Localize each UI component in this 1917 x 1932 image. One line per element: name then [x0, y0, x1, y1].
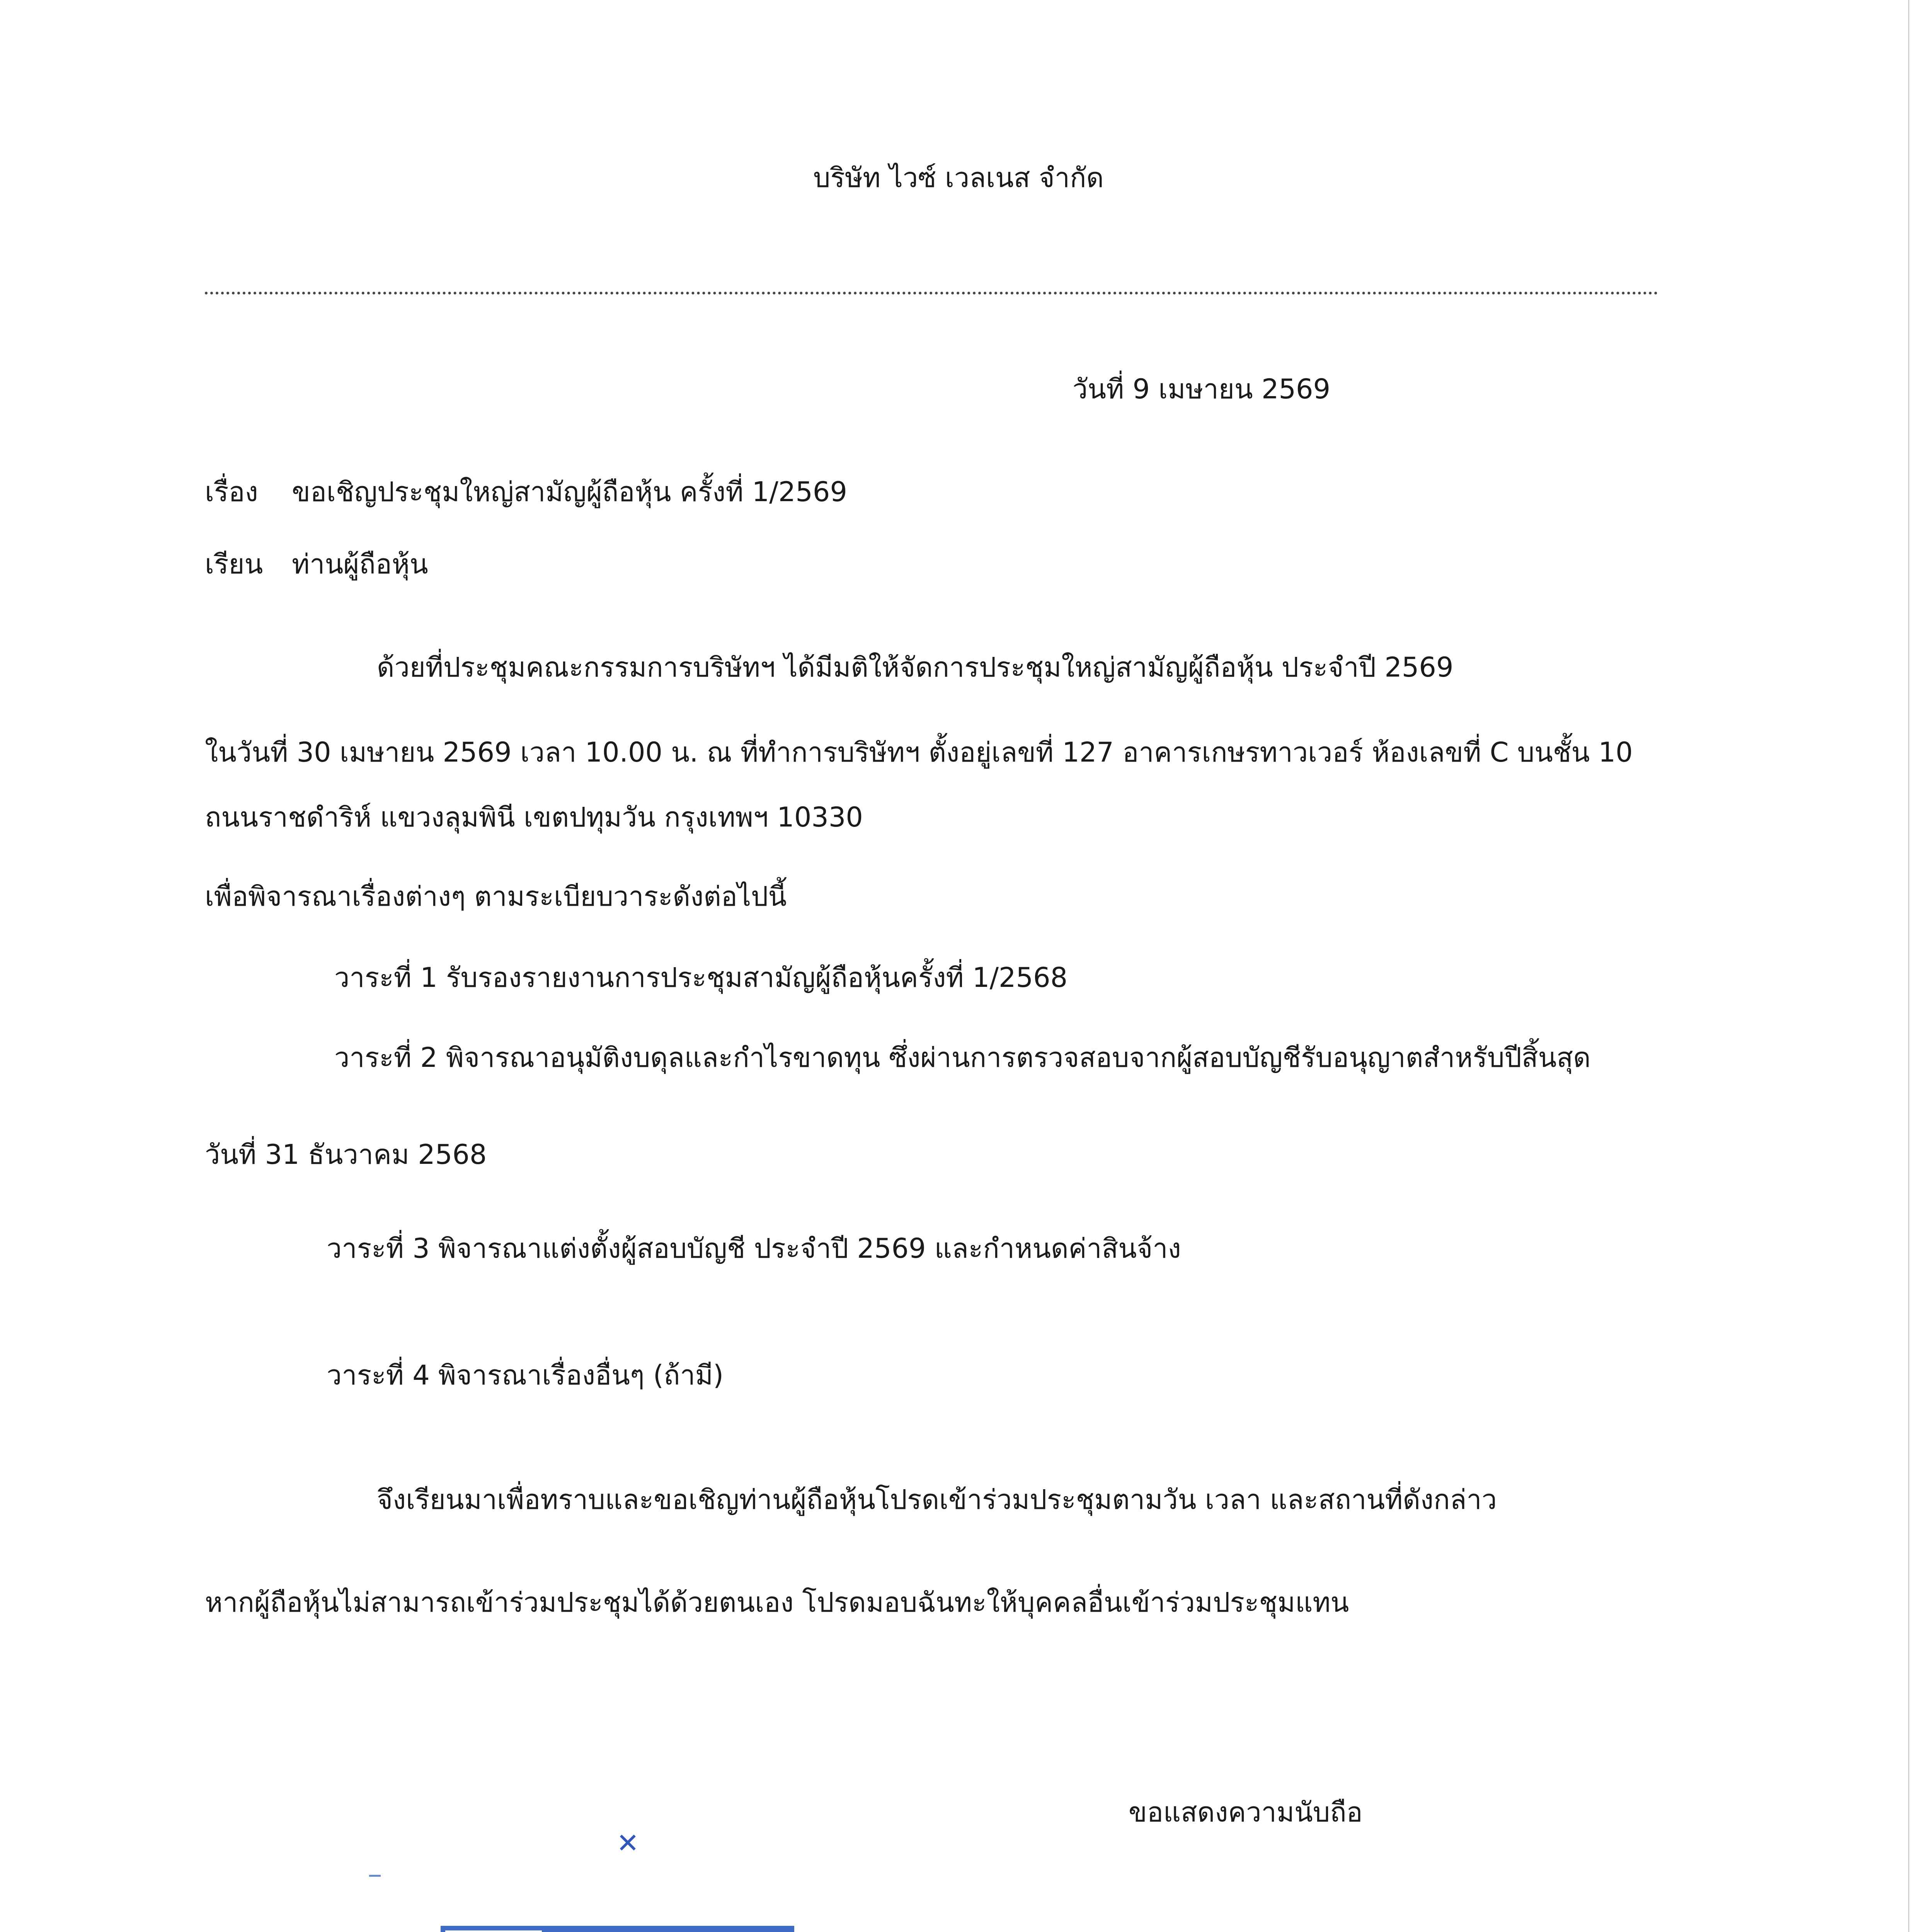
closing-line-2: หากผู้ถือหุ้นไม่สามารถเข้าร่วมประชุมได้ด้วยตนเอง โปรดมอบฉันทะให้บุคคลอื่นเข้าร่วมประชุมแทน	[205, 1587, 1349, 1618]
regards-text: ขอแสดงความนับถือ	[1129, 1796, 1363, 1828]
company-stamp	[441, 1926, 794, 1932]
body-paragraph-line-4: เพื่อพิจารณาเรื่องต่างๆ ตามระเบียบวาระดังต่อไปนี้	[205, 881, 787, 912]
agenda-item-2: วาระที่ 2 พิจารณาอนุมัติงบดุลและกำไรขาดทุน ซึ่งผ่านการตรวจสอบจากผู้สอบบัญชีรับอนุญาตสำหรับปีสิ้นสุด	[334, 1042, 1591, 1073]
agenda-item-4: วาระที่ 4 พิจารณาเรื่องอื่นๆ (ถ้ามี)	[327, 1359, 724, 1391]
handwritten-check-mark-icon: ✕	[616, 1827, 639, 1859]
closing-line-1: จึงเรียนมาเพื่อทราบและขอเชิญท่านผู้ถือหุ้นโปรดเข้าร่วมประชุมตามวัน เวลา และสถานที่ดังกล่าว	[377, 1484, 1497, 1515]
ink-speck	[369, 1875, 381, 1877]
subject-text: ขอเชิญประชุมใหญ่สามัญผู้ถือหุ้น ครั้งที่ 1/2569	[292, 476, 847, 508]
company-name-header: บริษัท ไวซ์ เวลเนส จำกัด	[813, 162, 1104, 194]
recipient-text: ท่านผู้ถือหุ้น	[292, 548, 428, 580]
body-paragraph-line-2: ในวันที่ 30 เมษายน 2569 เวลา 10.00 น. ณ ที่ทำการบริษัทฯ ตั้งอยู่เลขที่ 127 อาคารเกษรทาวเวอร์ ห้องเลขที่ C บนชั้น 10	[205, 736, 1633, 768]
stamp-wise-box	[445, 1930, 542, 1932]
subject-label: เรื่อง	[205, 476, 258, 508]
scan-edge-line	[1908, 0, 1909, 1932]
body-paragraph-line-3: ถนนราชดำริห์ แขวงลุมพินี เขตปทุมวัน กรุงเทพฯ 10330	[205, 801, 863, 833]
header-dotted-separator	[205, 292, 1658, 294]
body-paragraph-line-1: ด้วยที่ประชุมคณะกรรมการบริษัทฯ ได้มีมติให้จัดการประชุมใหญ่สามัญผู้ถือหุ้น ประจำปี 2569	[377, 651, 1454, 683]
letter-date: วันที่ 9 เมษายน 2569	[1073, 373, 1331, 405]
agenda-item-2-continuation: วันที่ 31 ธันวาคม 2568	[205, 1139, 487, 1170]
recipient-label: เรียน	[205, 548, 263, 580]
agenda-item-3: วาระที่ 3 พิจารณาแต่งตั้งผู้สอบบัญชี ประจำปี 2569 และกำหนดค่าสินจ้าง	[327, 1233, 1181, 1264]
agenda-item-1: วาระที่ 1 รับรองรายงานการประชุมสามัญผู้ถือหุ้นครั้งที่ 1/2568	[334, 962, 1068, 993]
